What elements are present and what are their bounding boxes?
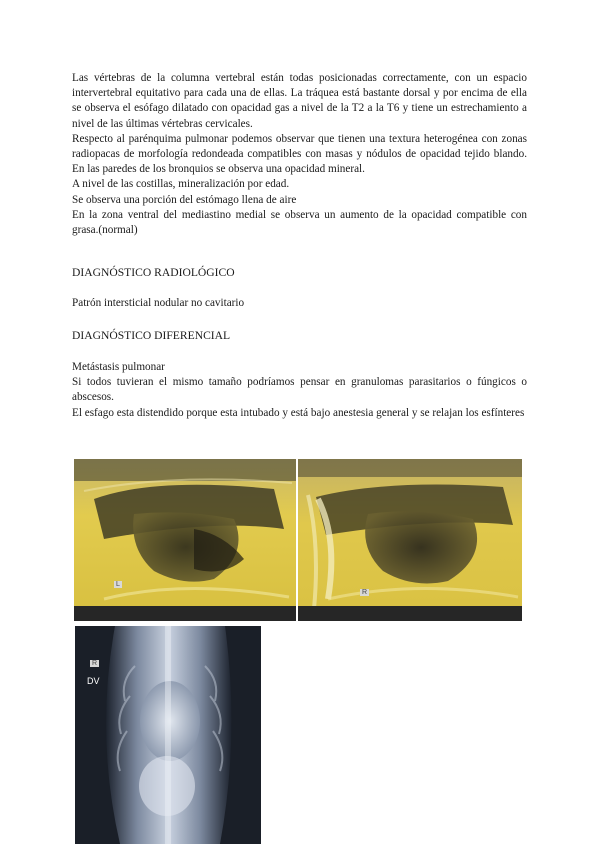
differential-diagnosis-heading: DIAGNÓSTICO DIFERENCIAL <box>72 329 231 342</box>
differential-item: Metástasis pulmonar <box>72 361 165 373</box>
side-marker: R <box>92 660 98 667</box>
finding-paragraph: Las vértebras de la columna vertebral están todas posicionadas correctamente, con un espacio intervertebral equitativo para cada una de ellas. La tráquea está bastante dorsal y por encima de ella se observa el esófago dilatado con opacidad gas a nivel de la T2 a la T6 y tiene un estrechamiento a nivel de las últimas vértebras cervicales. <box>72 72 527 130</box>
finding-paragraph: En la zona ventral del mediastino medial se observa un aumento de la opacidad compatible con grasa.(normal) <box>72 208 527 237</box>
finding-paragraph: Respecto al parénquima pulmonar podemos observar que tienen una textura heterogénea con zonas radiopacas de morfología redondeada compatibles con masas y nódulos de opacidad tejido blando. En las paredes de los bronquios se observa una opacidad mineral. <box>72 132 527 176</box>
side-marker: L <box>116 581 120 588</box>
side-marker: R <box>362 589 368 596</box>
differential-item: El esfago esta distendido porque esta intubado y está bajo anestesia general y se relajan los esfínteres <box>72 406 525 419</box>
xray-lateral-right-image <box>298 459 522 621</box>
view-marker: DV <box>87 676 100 686</box>
xray-lateral-left-image <box>74 459 296 621</box>
finding-paragraph: Se observa una porción del estómago llena de aire <box>72 193 297 206</box>
radiological-diagnosis-heading: DIAGNÓSTICO RADIOLÓGICO <box>72 266 235 279</box>
finding-paragraph: A nivel de las costillas, mineralización por edad. <box>72 178 290 191</box>
radiological-diagnosis-text: Patrón intersticial nodular no cavitario <box>72 297 245 309</box>
differential-diagnosis-section <box>72 360 527 421</box>
xray-dorsoventral-image <box>75 626 261 844</box>
findings-section <box>72 71 527 238</box>
differential-item: Si todos tuvieran el mismo tamaño podríamos pensar en granulomas parasitarios o fúngicos o abscesos. <box>72 376 527 404</box>
